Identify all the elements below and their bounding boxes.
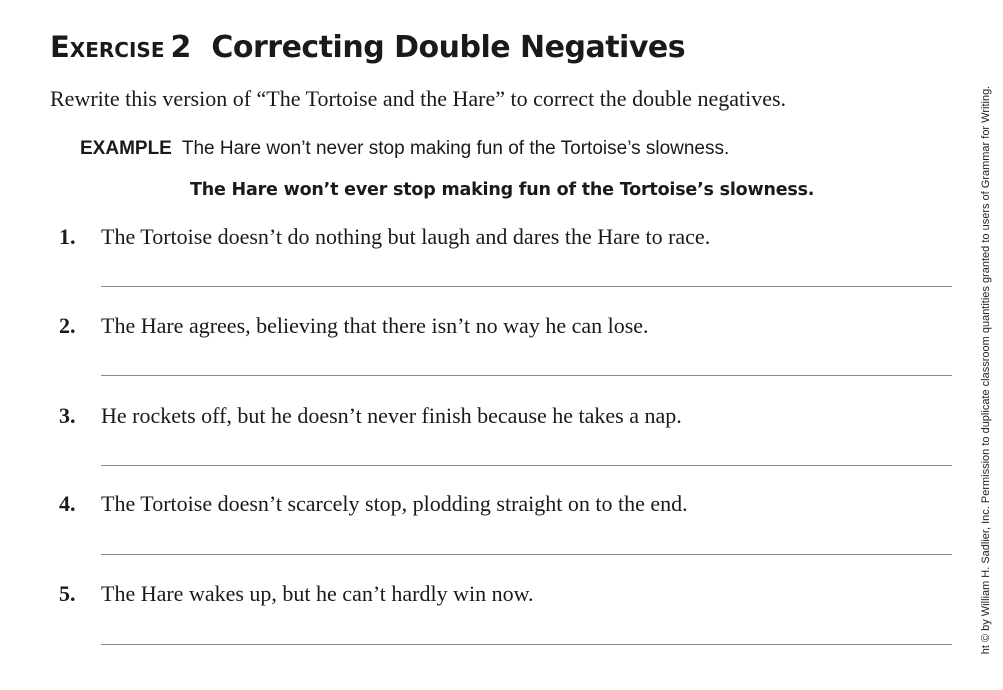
item-sentence: The Hare wakes up, but he can’t hardly win now. bbox=[101, 581, 534, 606]
instruction-text: Rewrite this version of “The Tortoise and the Hare” to correct the double negatives. bbox=[50, 86, 787, 111]
exercise-item bbox=[59, 491, 688, 517]
example-row bbox=[80, 138, 729, 160]
item-sentence: The Tortoise doesn’t scarcely stop, plodding straight on to the end. bbox=[101, 491, 688, 516]
example-answer: The Hare won’t ever stop making fun of the Tortoise’s slowness. bbox=[190, 180, 815, 200]
answer-line-4[interactable] bbox=[101, 554, 952, 555]
exercise-item bbox=[59, 581, 534, 607]
answer-line-5[interactable] bbox=[101, 644, 952, 645]
answer-line-3[interactable] bbox=[101, 465, 952, 466]
example-sentence: The Hare won’t never stop making fun of the Tortoise’s slowness. bbox=[181, 138, 730, 159]
item-sentence: The Tortoise doesn’t do nothing but laugh and dares the Hare to race. bbox=[101, 224, 711, 249]
example-label: EXAMPLE bbox=[80, 138, 172, 159]
exercise-item bbox=[59, 224, 710, 250]
copyright-notice: ht © by William H. Sadlier, Inc. Permission to duplicate classroom quantities granted to users of Grammar for Writing. bbox=[980, 85, 992, 655]
exercise-number: 2 bbox=[170, 30, 192, 65]
item-number: 3. bbox=[59, 403, 76, 428]
item-number: 5. bbox=[59, 581, 76, 606]
exercise-heading bbox=[50, 30, 685, 65]
item-number: 1. bbox=[59, 224, 76, 249]
item-sentence: The Hare agrees, believing that there isn’t no way he can lose. bbox=[101, 313, 649, 338]
item-number: 4. bbox=[59, 491, 76, 516]
exercise-item bbox=[59, 403, 682, 429]
item-sentence: He rockets off, but he doesn’t never finish because he takes a nap. bbox=[101, 403, 682, 428]
answer-line-1[interactable] bbox=[101, 286, 952, 287]
exercise-item bbox=[59, 313, 649, 339]
answer-line-2[interactable] bbox=[101, 375, 952, 376]
item-number: 2. bbox=[59, 313, 76, 338]
exercise-title: Correcting Double Negatives bbox=[211, 30, 686, 65]
exercise-label: Exercise bbox=[50, 30, 165, 64]
